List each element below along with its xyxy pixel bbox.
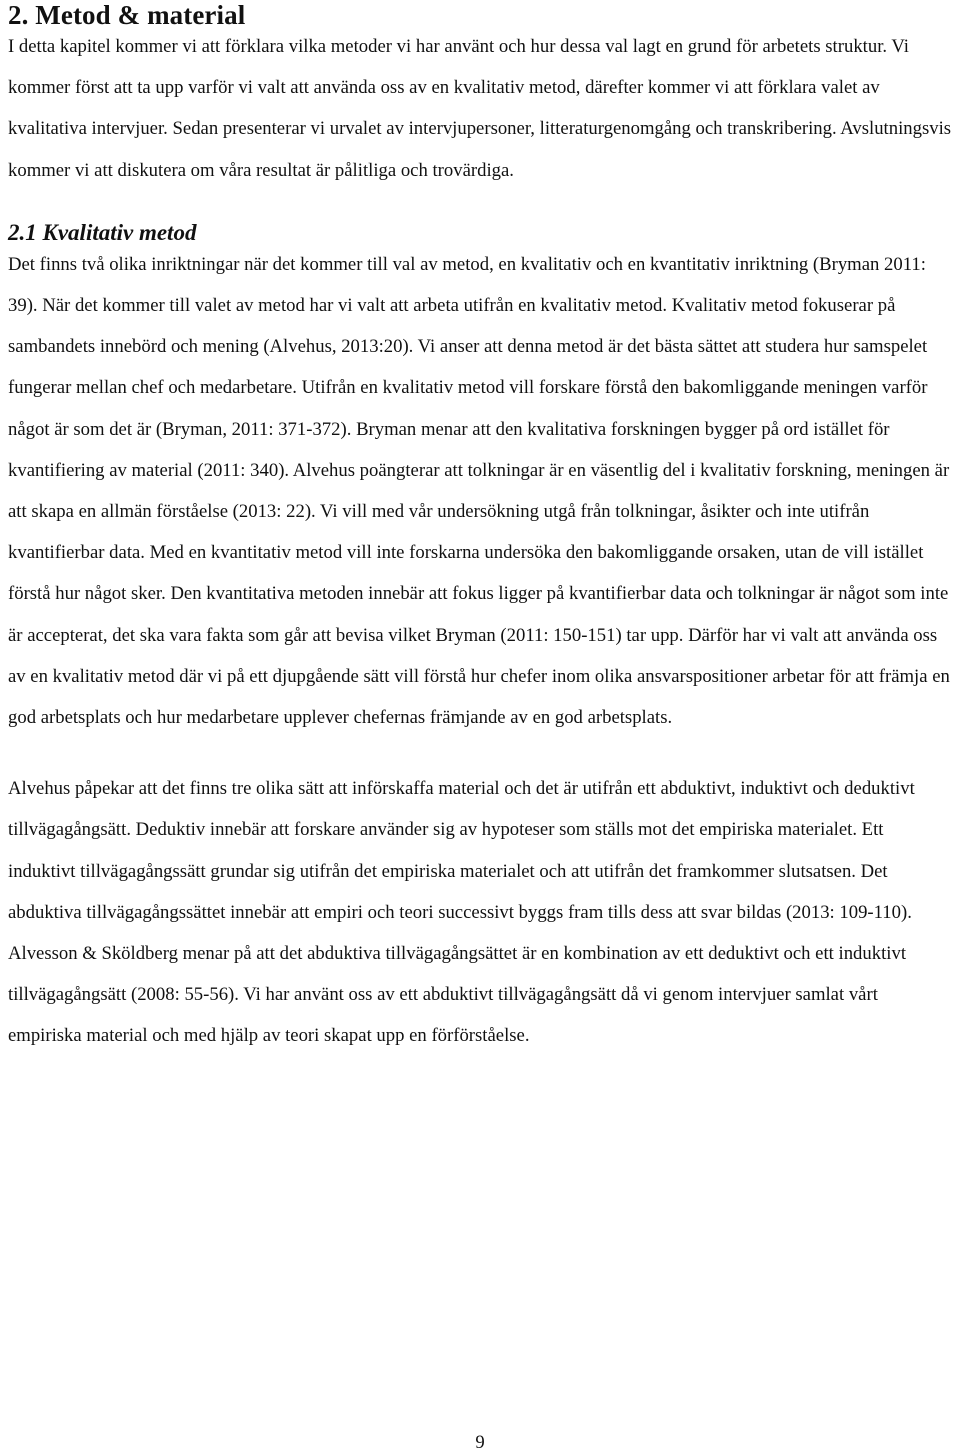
document-page	[8, 0, 954, 1057]
chapter-heading: 2. Metod & material	[8, 0, 246, 30]
chapter-intro-paragraph: I detta kapitel kommer vi att förklara vilka metoder vi har använt och hur dessa val lagt en grund för arbetets struktur. Vi kommer först att ta upp varför vi valt att använda oss av en kvalitativ metod, därefter kommer vi att förklara valet av kvalitativa intervjuer. Sedan presenterar vi urvalet av intervjupersoner, litteraturgenomgång och transkribering. Avslutningsvis kommer vi att diskutera om våra resultat är pålitliga och trovärdiga.	[8, 36, 952, 181]
section-heading: 2.1 Kvalitativ metod	[8, 219, 197, 245]
page-number: 9	[475, 1432, 485, 1453]
section-paragraph-2: Alvehus påpekar att det finns tre olika sätt att införskaffa material och det är utifrån ett abduktivt, induktivt och deduktivt tillvägagångsätt. Deduktiv innebär att forskare använder sig av hypoteser som ställs mot det empiriska materialet. Ett induktivt tillvägagångssätt grundar sig utifrån det empiriska materialet och att utifrån det framkommer slutsatsen. Det abduktiva tillvägagångssättet innebär att empiri och teori successivt byggs fram tills dess att svar bildas (2013: 109-110). Alvesson & Sköldberg menar på att det abduktiva tillvägagångsättet är en kombination av ett deduktivt och ett induktivt tillvägagångsätt (2008: 55-56). Vi har använt oss av ett abduktivt tillvägagångsätt då vi genom intervjuer samlat vårt empiriska material och med hjälp av teori skapat upp en förförståelse.	[8, 778, 915, 1047]
section-paragraph-1: Det finns två olika inriktningar när det kommer till val av metod, en kvalitativ och en kvantitativ inriktning (Bryman 2011: 39). När det kommer till valet av metod har vi valt att arbeta utifrån en kvalitativ metod. Kvalitativ metod fokuserar på sambandets innebörd och mening (Alvehus, 2013:20). Vi anser att denna metod är det bästa sättet att studera hur samspelet fungerar mellan chef och medarbetare. Utifrån en kvalitativ metod vill forskare förstå den bakomliggande meningen varför något är som det är (Bryman, 2011: 371-372). Bryman menar att den kvalitativa forskningen bygger på ord istället för kvantifiering av material (2011: 340). Alvehus poängterar att tolkningar är en väsentlig del i kvalitativ forskning, meningen är att skapa en allmän förståelse (2013: 22). Vi vill med vår undersökning utgå från tolkningar, åsikter och inte utifrån kvantifierbar data. Med en kvantitativ metod vill inte forskarna undersöka den bakomliggande orsaken, utan de vill istället förstå hur något sker. Den kvantitativa metoden innebär att fokus ligger på kvantifierbar data och tolkningar är något som inte är accepterat, det ska vara fakta som går att bevisa vilket Bryman (2011: 150-151) tar upp. Därför har vi valt att använda oss av en kvalitativ metod där vi på ett djupgående sätt vill förstå hur chefer inom olika ansvarspositioner arbetar för att främja en god arbetsplats och hur medarbetare upplever chefernas främjande av en god arbetsplats.	[8, 253, 950, 729]
